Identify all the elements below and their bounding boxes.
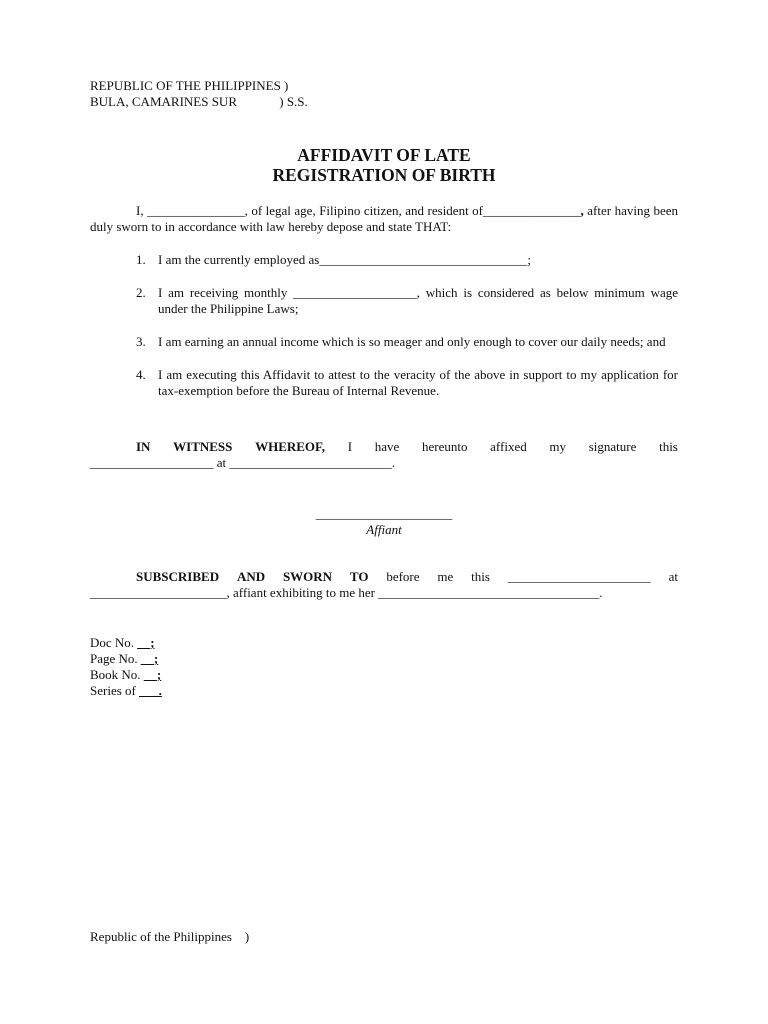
jurat-word: ______________________: [507, 569, 651, 584]
list-item-text: I am executing this Affidavit to attest to the veracity of the above in support to my application for tax-exemption before the Bureau of Internal Revenue.: [158, 367, 678, 398]
jurat-word: SUBSCRIBED: [136, 569, 220, 584]
notarial-register-block: [90, 635, 162, 699]
intro-paragraph: [90, 203, 678, 235]
venue-block: [90, 78, 308, 110]
series-of: Series of ___.: [90, 683, 162, 698]
list-item: [90, 285, 678, 317]
witness-word: my: [549, 439, 567, 454]
list-item-number: 3.: [136, 334, 146, 349]
list-item-number: 4.: [136, 367, 146, 382]
next-page-venue: Republic of the Philippines ): [90, 929, 250, 944]
doc-number: Doc No. __;: [90, 635, 155, 650]
intro-comma: ,: [580, 203, 584, 218]
witness-date-place: ___________________ at _________________________.: [90, 455, 396, 470]
list-item: [90, 252, 678, 268]
witness-word: hereunto: [421, 439, 468, 454]
list-item: [90, 334, 678, 350]
affiant-label: Affiant: [366, 522, 402, 537]
witness-word: have: [374, 439, 400, 454]
jurat-word: at: [668, 569, 678, 584]
intro-text-1: I, _______________, of legal age, Filipino citizen, and resident of_______________: [136, 203, 581, 218]
witness-word: this: [659, 439, 678, 454]
list-item-text: I am earning an annual income which is so meager and only enough to cover our daily needs; and: [158, 334, 666, 349]
intro-text-2: after having been duly sworn to in accordance with law hereby depose and state THAT:: [90, 203, 678, 234]
list-item-text: I am receiving monthly ___________________, which is considered as below minimum wage under the Philippine Laws;: [158, 285, 678, 316]
jurat-paragraph: [90, 569, 678, 601]
list-item-text: I am the currently employed as________________________________;: [158, 252, 531, 267]
jurat-line-2: _____________________, affiant exhibiting to me her __________________________________.: [90, 585, 603, 600]
witness-paragraph: [90, 439, 678, 471]
witness-word: affixed: [490, 439, 527, 454]
list-item-number: 1.: [136, 252, 146, 267]
list-item-number: 2.: [136, 285, 146, 300]
jurat-word: AND: [236, 569, 266, 584]
statement-list: [90, 252, 678, 416]
page-number: Page No. __;: [90, 651, 159, 666]
title-line-2: REGISTRATION OF BIRTH: [272, 165, 496, 185]
witness-word: WITNESS: [173, 439, 233, 454]
jurat-word: SWORN: [282, 569, 333, 584]
witness-word: IN: [136, 439, 151, 454]
jurat-word: me: [437, 569, 454, 584]
witness-word: WHEREOF,: [255, 439, 326, 454]
venue-republic: REPUBLIC OF THE PHILIPPINES ): [90, 78, 289, 93]
book-number: Book No. __;: [90, 667, 162, 682]
jurat-word: TO: [349, 569, 369, 584]
document-title: [0, 145, 768, 185]
list-item: [90, 367, 678, 399]
witness-word: signature: [588, 439, 637, 454]
venue-municipality: BULA, CAMARINES SUR ) S.S.: [90, 94, 308, 109]
witness-word: I: [347, 439, 353, 454]
jurat-word: before: [386, 569, 420, 584]
affiant-signature-block: [0, 506, 768, 538]
signature-line: _____________________: [315, 506, 453, 521]
jurat-word: this: [471, 569, 490, 584]
title-line-1: AFFIDAVIT OF LATE: [297, 145, 471, 165]
